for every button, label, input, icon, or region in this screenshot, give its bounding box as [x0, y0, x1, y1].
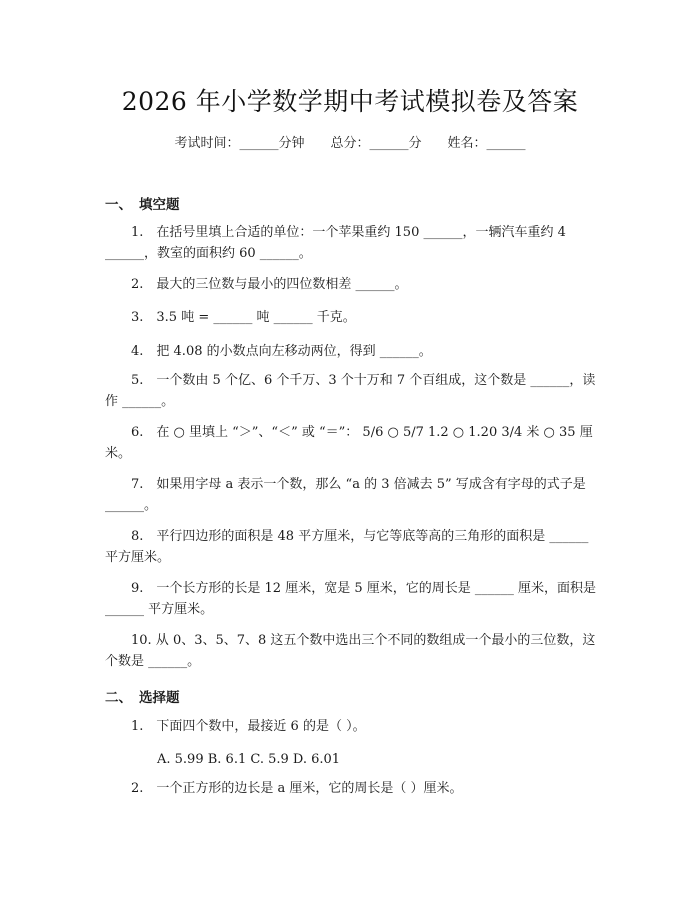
choice-question-1: 1. 下面四个数中，最接近 6 的是（ ）。 — [131, 719, 366, 734]
fill-question-5: 5. 一个数由 5 个亿、6 个千万、3 个十万和 7 个百组成，这个数是 ______，读作 ______。 — [105, 373, 596, 409]
fill-question-2: 2. 最大的三位数与最小的四位数相差 ______。 — [131, 277, 408, 292]
total-score-field: 总分：______分 — [330, 136, 422, 151]
fill-question-9: 9. 一个长方形的长是 12 厘米，宽是 5 厘米，它的周长是 ______ 厘米，面积是 ______ 平方厘米。 — [105, 581, 597, 617]
exam-info-line — [0, 132, 700, 151]
page-title: 2026 年小学数学期中考试模拟卷及答案 — [121, 87, 579, 116]
choice-question-1-options: A. 5.99 B. 6.1 C. 5.9 D. 6.01 — [157, 752, 341, 767]
fill-question-4: 4. 把 4.08 的小数点向左移动两位，得到 ______。 — [131, 344, 432, 359]
section-label: 选择题 — [139, 690, 180, 706]
fill-question-10: 10. 从 0、3、5、7、8 这五个数中选出三个不同的数组成一个最小的三位数，这个数是 ______。 — [105, 633, 596, 669]
section-heading-multiple-choice — [105, 686, 180, 706]
fill-question-1: 1. 在括号里填上合适的单位：一个苹果重约 150 ______，一辆汽车重约 4 ______，教室的面积约 60 ______。 — [105, 225, 566, 261]
section-number: 一、 — [105, 197, 132, 213]
fill-question-7: 7. 如果用字母 a 表示一个数，那么 “a 的 3 倍减去 5” 写成含有字母的式子是 ______。 — [105, 477, 586, 513]
student-name-field: 姓名：______ — [447, 136, 526, 151]
section-number: 二、 — [105, 690, 132, 706]
fill-question-8: 8. 平行四边形的面积是 48 平方厘米，与它等底等高的三角形的面积是 ______ 平方厘米。 — [105, 529, 589, 565]
exam-time-field: 考试时间：______分钟 — [174, 136, 305, 151]
choice-question-2: 2. 一个正方形的边长是 a 厘米，它的周长是（ ）厘米。 — [131, 781, 463, 796]
fill-question-3: 3. 3.5 吨 = ______ 吨 ______ 千克。 — [131, 310, 356, 325]
section-heading-fill-in — [105, 193, 180, 213]
fill-question-6: 6. 在 ○ 里填上 “＞”、“＜” 或 “＝”： 5/6 ○ 5/7 1.2 ○ 1.20 3/4 米 ○ 35 厘米。 — [105, 425, 593, 461]
section-label: 填空题 — [139, 197, 180, 213]
